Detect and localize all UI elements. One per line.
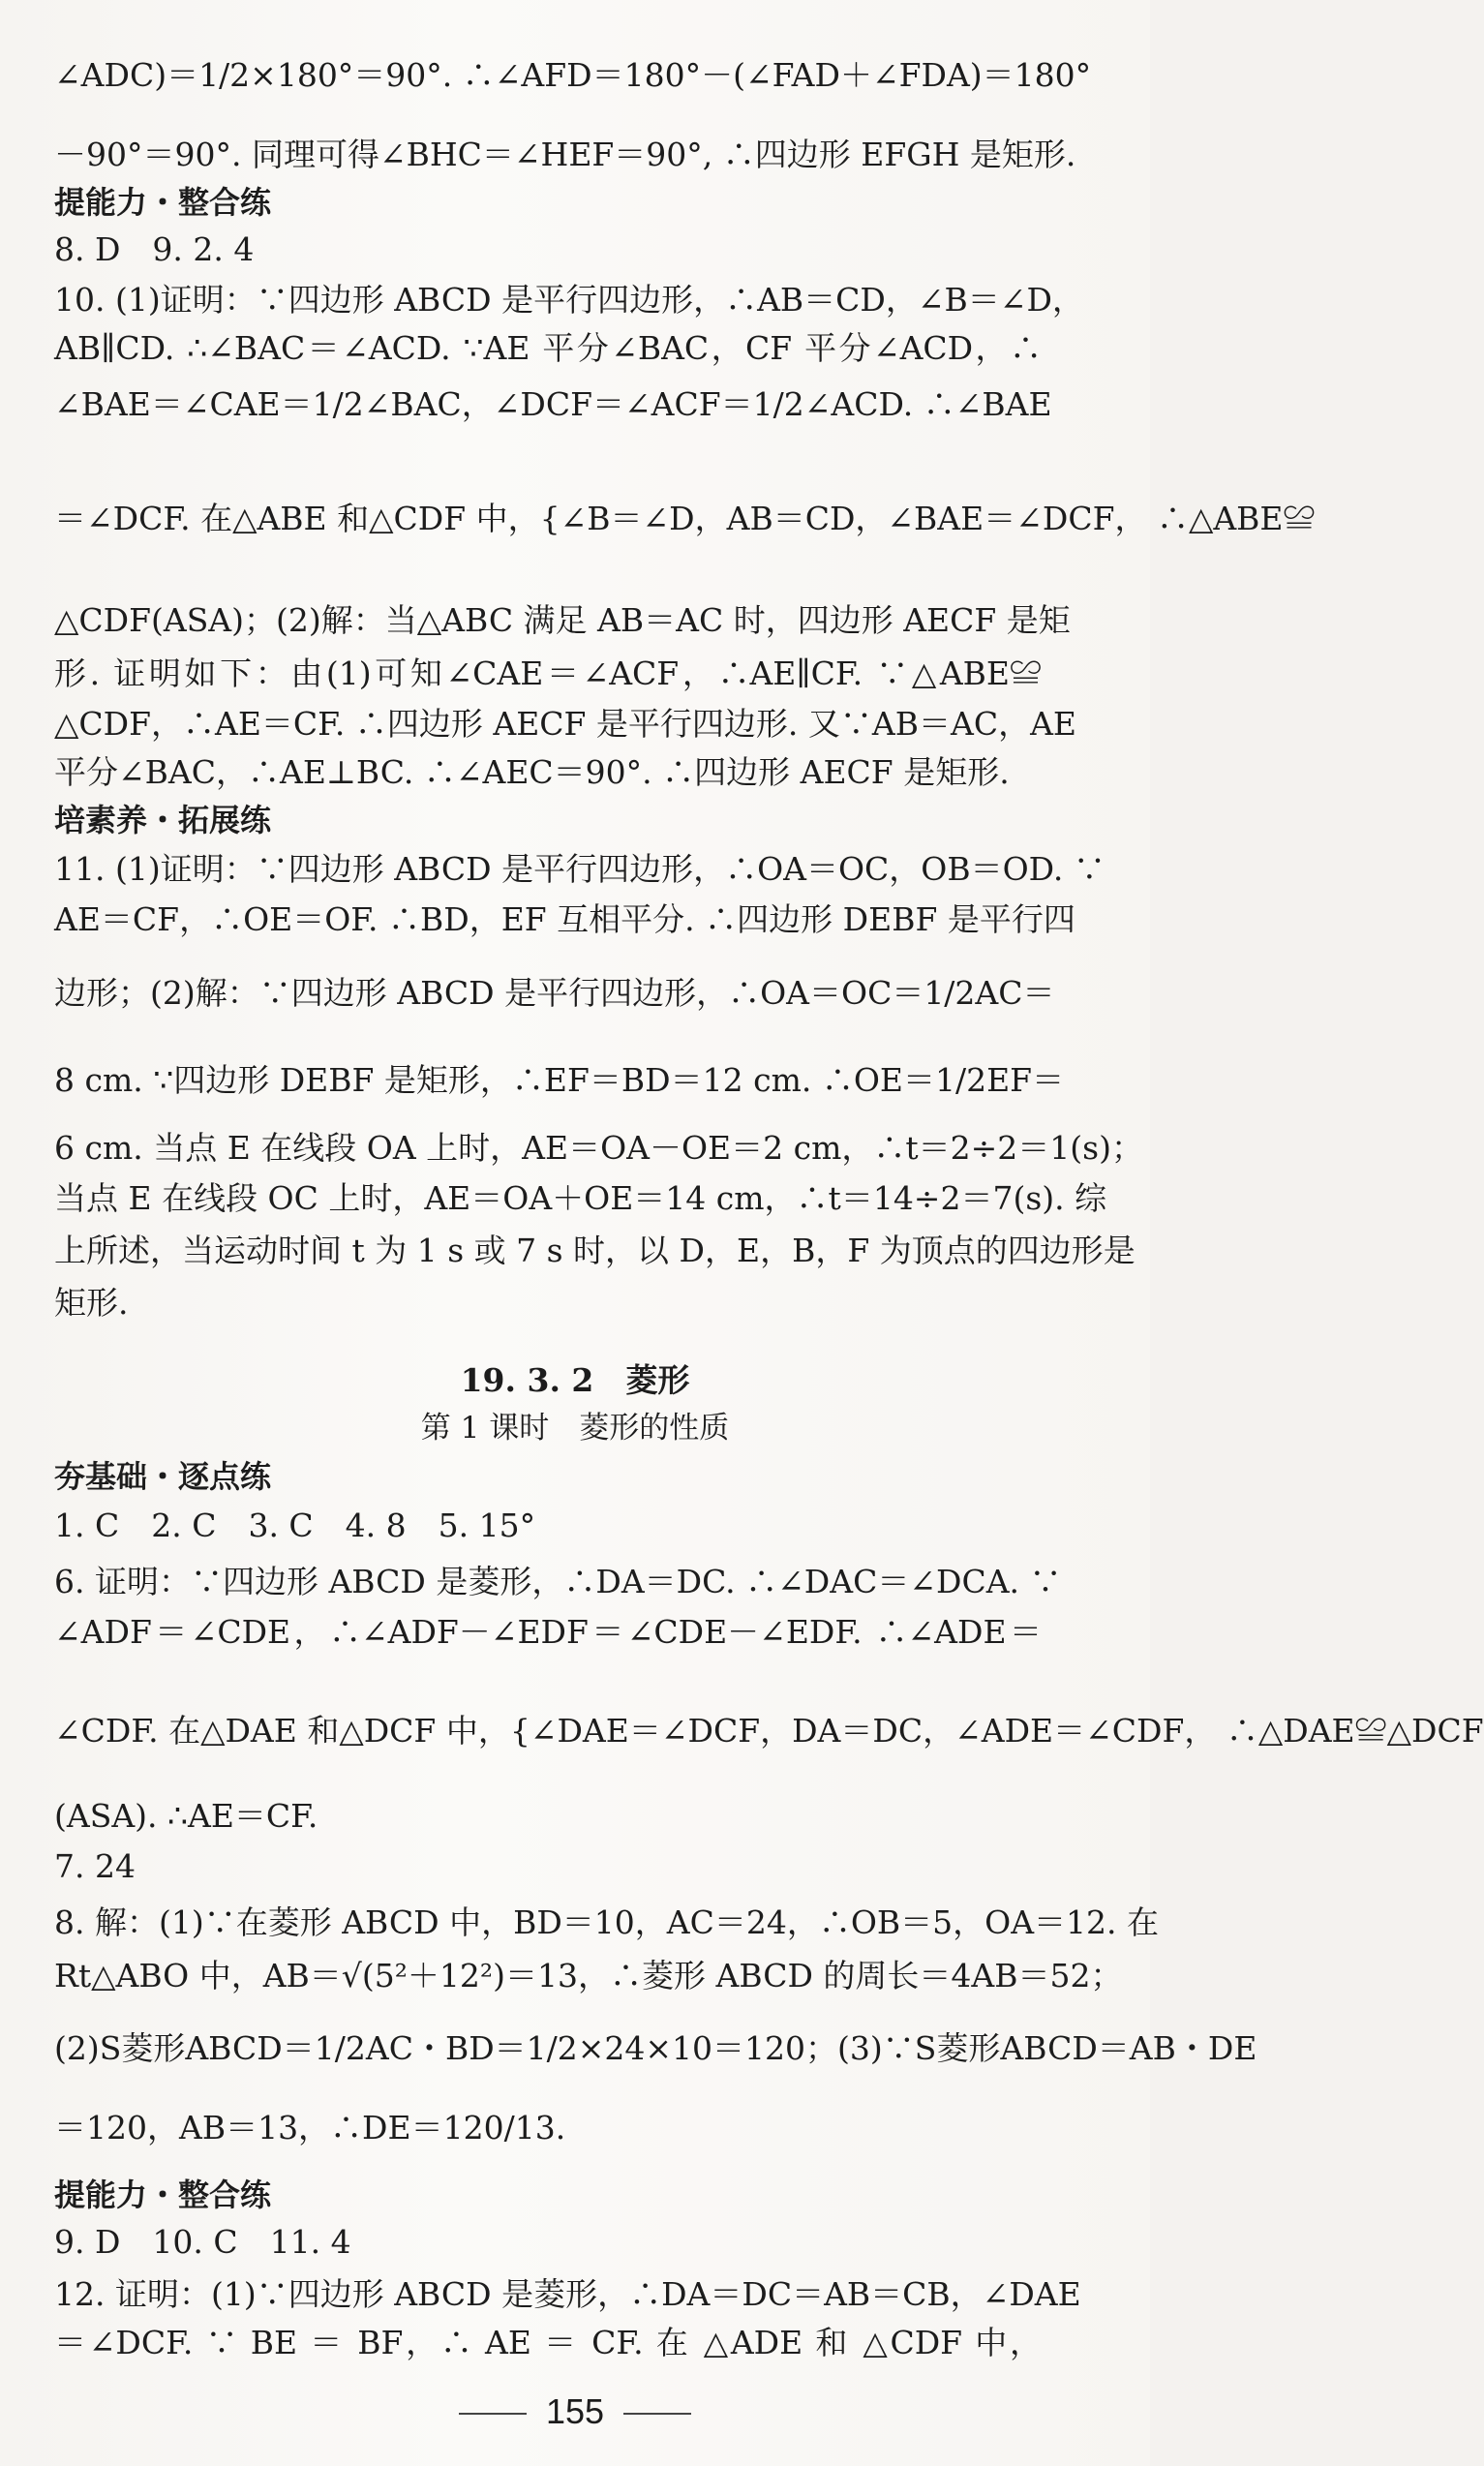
text-line: 6 cm. 当点 E 在线段 OA 上时，AE＝OA－OE＝2 cm，∴t＝2÷2＝1(s)； (54, 1129, 1143, 1167)
text-line: ∠CDF. 在△DAE 和△DCF 中，{∠DAE＝∠DCF，DA＝DC，∠ADE＝∠CDF， ∴△DAE≌△DCF (54, 1712, 1484, 1750)
text-line: 当点 E 在线段 OC 上时，AE＝OA＋OE＝14 cm，∴t＝14÷2＝7(s). 综 (54, 1179, 1107, 1217)
section-heading: 提能力・整合练 (54, 2177, 272, 2213)
page-number-dash-left (459, 2413, 527, 2415)
text-line: 矩形. (54, 1284, 129, 1322)
text-line: 上所述，当运动时间 t 为 1 s 或 7 s 时，以 D，E，B，F 为顶点的四边形是 (54, 1232, 1136, 1269)
text-line: 8. 解：(1)∵在菱形 ABCD 中，BD＝10，AC＝24，∴OB＝5，OA＝12. 在 (54, 1903, 1160, 1941)
text-line: AE＝CF，∴OE＝OF. ∴BD，EF 互相平分. ∴四边形 DEBF 是平行四 (54, 900, 1075, 938)
section-heading: 提能力・整合练 (54, 184, 272, 221)
answer-line: 7. 24 (54, 1847, 136, 1885)
text-line: 11. (1)证明：∵四边形 ABCD 是平行四边形，∴OA＝OC，OB＝OD. ∵ (54, 850, 1105, 888)
text-line: (ASA). ∴AE＝CF. (54, 1797, 318, 1835)
section-title: 19. 3. 2 菱形 (460, 1361, 690, 1399)
text-line: ＝∠DCF. 在△ABE 和△CDF 中，{∠B＝∠D，AB＝CD，∠BAE＝∠DCF， ∴△ABE≌ (54, 500, 1316, 537)
text-line: 平分∠BAC，∴AE⊥BC. ∴∠AEC＝90°. ∴四边形 AECF 是矩形. (54, 753, 1010, 791)
answer-line: 8. D 9. 2. 4 (54, 230, 255, 268)
lesson-title: 第 1 课时 菱形的性质 (420, 1411, 730, 1446)
page-number-dash-right (623, 2413, 691, 2415)
page-number-value: 155 (545, 2391, 605, 2431)
text-line: Rt△ABO 中，AB＝√(5²＋12²)＝13，∴菱形 ABCD 的周长＝4AB＝52； (54, 1957, 1123, 1994)
text-line: ∠ADC)＝1/2×180°＝90°. ∴∠AFD＝180°－(∠FAD＋∠FDA)＝180° (54, 56, 1092, 94)
text-line: (2)S菱形ABCD＝1/2AC・BD＝1/2×24×10＝120；(3)∵S菱形ABCD＝AB・DE (54, 2029, 1257, 2067)
text-line: ∠BAE＝∠CAE＝1/2∠BAC，∠DCF＝∠ACF＝1/2∠ACD. ∴∠BAE (54, 385, 1052, 423)
text-line: △CDF(ASA)；(2)解：当△ABC 满足 AB＝AC 时，四边形 AECF 是矩 (54, 601, 1071, 639)
text-line: 6. 证明：∵四边形 ABCD 是菱形，∴DA＝DC. ∴∠DAC＝∠DCA. ∵ (54, 1563, 1062, 1600)
text-line: 12. 证明：(1)∵四边形 ABCD 是菱形，∴DA＝DC＝AB＝CB，∠DAE (54, 2275, 1081, 2313)
answer-line: 1. C 2. C 3. C 4. 8 5. 15° (54, 1507, 536, 1544)
text-line: 形. 证明如下：由(1)可知∠CAE＝∠ACF，∴AE∥CF. ∵△ABE≌ (54, 655, 1042, 692)
text-line: ＝120，AB＝13，∴DE＝120/13. (54, 2109, 566, 2146)
text-line: ＝∠DCF. ∵ BE ＝ BF，∴ AE ＝ CF. 在 △ADE 和 △CDF 中， (54, 2324, 1042, 2361)
text-line: ∠ADF＝∠CDE，∴∠ADF－∠EDF＝∠CDE－∠EDF. ∴∠ADE＝ (54, 1613, 1042, 1651)
section-heading: 培素养・拓展练 (54, 802, 272, 838)
page-number (0, 2391, 1150, 2432)
text-line: 8 cm. ∵四边形 DEBF 是矩形，∴EF＝BD＝12 cm. ∴OE＝1/2EF＝ (54, 1061, 1065, 1099)
text-line: 10. (1)证明：∵四边形 ABCD 是平行四边形，∴AB＝CD，∠B＝∠D， (54, 281, 1084, 319)
section-heading: 夯基础・逐点练 (54, 1458, 272, 1495)
text-line: －90°＝90°. 同理可得∠BHC＝∠HEF＝90°, ∴四边形 EFGH 是矩形. (54, 136, 1076, 173)
text-line: 边形；(2)解：∵四边形 ABCD 是平行四边形，∴OA＝OC＝1/2AC＝ (54, 974, 1055, 1012)
text-line: △CDF，∴AE＝CF. ∴四边形 AECF 是平行四边形. 又∵AB＝AC，AE (54, 705, 1076, 743)
answer-line: 9. D 10. C 11. 4 (54, 2223, 351, 2261)
text-line: AB∥CD. ∴∠BAC＝∠ACD. ∵AE 平分∠BAC，CF 平分∠ACD，∴ (54, 329, 1042, 367)
